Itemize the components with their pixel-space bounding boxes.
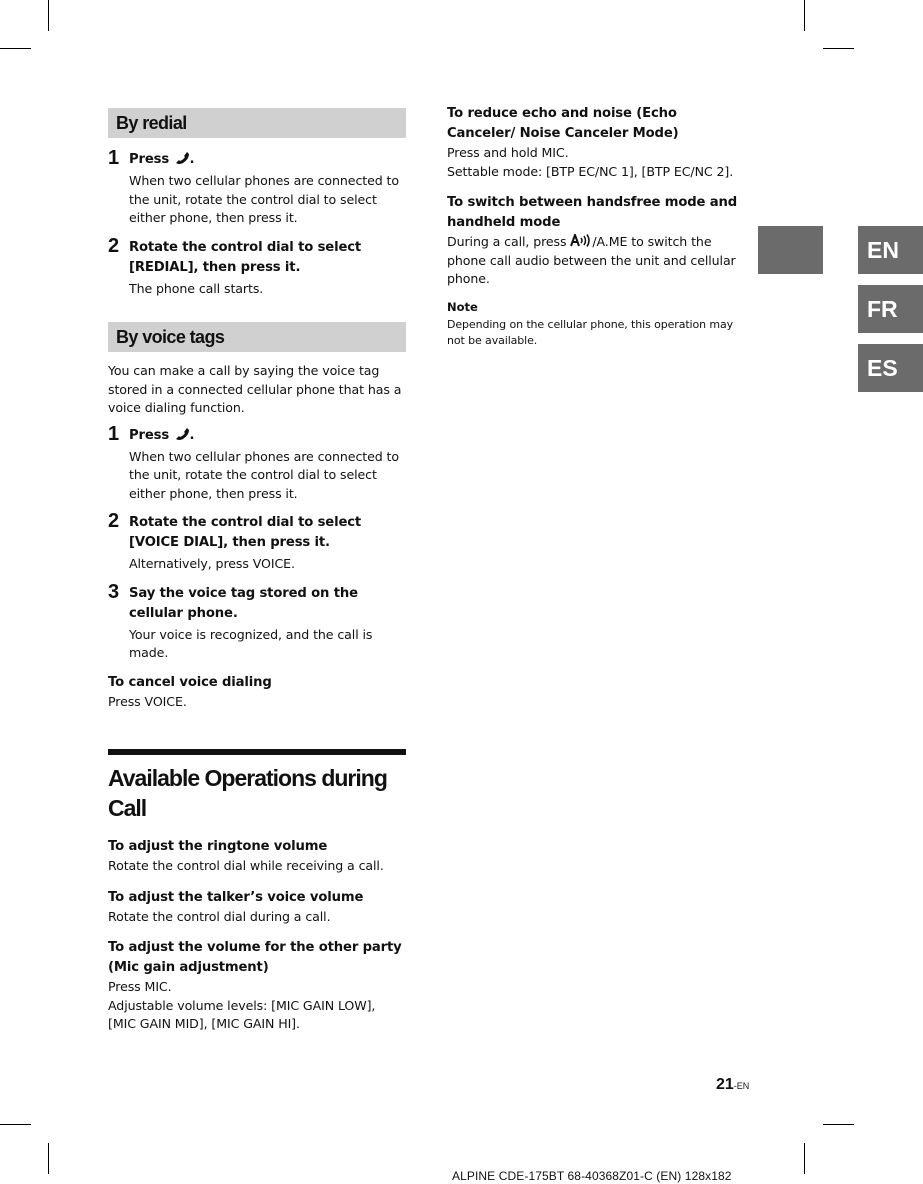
redial-steps [108,147,406,298]
operation-title: To switch between handsfree mode and handheld mode [447,195,738,230]
crop-mark [804,0,805,31]
section-heading-voice-tags: By voice tags [108,322,406,352]
crop-mark [804,1143,805,1174]
operation-item [108,888,406,927]
operation-line: Press MIC. [108,979,172,994]
phone-icon [174,427,190,440]
cancel-voice-dialing-text: Press VOICE. [108,693,187,709]
crop-mark [823,1124,854,1125]
operation-title: To reduce echo and noise (Echo Canceler/ Noise Canceler Mode) [447,106,679,141]
section-heading-redial: By redial [108,108,406,138]
crop-mark [48,0,49,31]
available-operations-heading: Available Operations during Call [108,749,406,823]
step-description: When two cellular phones are connected to the unit, rotate the control dial to select either phone, then press it. [129,173,399,225]
step [108,580,406,663]
note [447,299,747,349]
step-title: Press . [129,152,195,167]
note-title: Note [447,299,478,314]
step [108,234,406,299]
operation-line: Rotate the control dial while receiving a call. [108,858,384,873]
crop-mark [823,48,854,49]
crop-mark [0,48,31,49]
tab-fr[interactable]: FR [858,285,923,333]
operation-item [447,193,747,289]
tab-en[interactable]: EN [858,226,923,274]
step-title: Rotate the control dial to select [VOICE DIAL], then press it. [129,515,362,550]
current-language-marker [758,226,823,274]
step-description: Alternatively, press VOICE. [129,556,295,571]
footer-print-info: ALPINE CDE-175BT 68-40368Z01-C (EN) 128x182 [452,1169,732,1183]
step-number: 1 [108,422,120,445]
operation-title: To adjust the talker’s voice volume [108,889,364,905]
operation-title: To adjust the volume for the other party (Mic gain adjustment) [108,940,402,975]
step [108,422,406,504]
tab-es[interactable]: ES [858,344,923,392]
operation-line: Rotate the control dial during a call. [108,908,331,924]
operation-line: Adjustable volume levels: [MIC GAIN LOW], [MIC GAIN MID], [MIC GAIN HI]. [108,997,376,1031]
left-column [108,108,406,1034]
step [108,147,406,228]
cancel-voice-dialing-title: To cancel voice dialing [108,674,272,690]
right-column [447,104,747,349]
step-number: 3 [108,580,120,603]
step-description: The phone call starts. [129,280,264,296]
step-description: When two cellular phones are connected to the unit, rotate the control dial to select either phone, then press it. [129,448,399,501]
operation-title: To adjust the ringtone volume [108,839,328,854]
operation-line: Settable mode: [BTP EC/NC 1], [BTP EC/NC 2]. [447,163,734,179]
operation-line: During a call, press /A.ME to switch the phone call audio between the unit and cellular phone. [447,234,736,286]
crop-mark [0,1124,31,1125]
step-title: Rotate the control dial to select [REDIAL], then press it. [129,239,362,275]
note-text: Depending on the cellular phone, this operation may not be available. [447,317,734,347]
voice-tags-intro: You can make a call by saying the voice tag stored in a connected cellular phone that has a voice dialing function. [108,363,402,415]
operation-item [108,938,406,1034]
step-number: 2 [108,234,120,257]
step-description: Your voice is recognized, and the call is made. [129,626,373,660]
operation-item [447,104,747,181]
step-number: 2 [108,510,120,532]
step-title: Press . [129,427,195,443]
crop-mark [48,1143,49,1174]
operation-item [108,837,406,876]
operation-line: Press and hold MIC. [447,145,569,160]
step [108,510,406,574]
page-number: 21-EN [716,1076,750,1093]
phone-icon [174,151,190,164]
step-number: 1 [108,147,120,169]
step-title: Say the voice tag stored on the cellular phone. [129,585,358,621]
voice-command-icon [570,234,592,247]
